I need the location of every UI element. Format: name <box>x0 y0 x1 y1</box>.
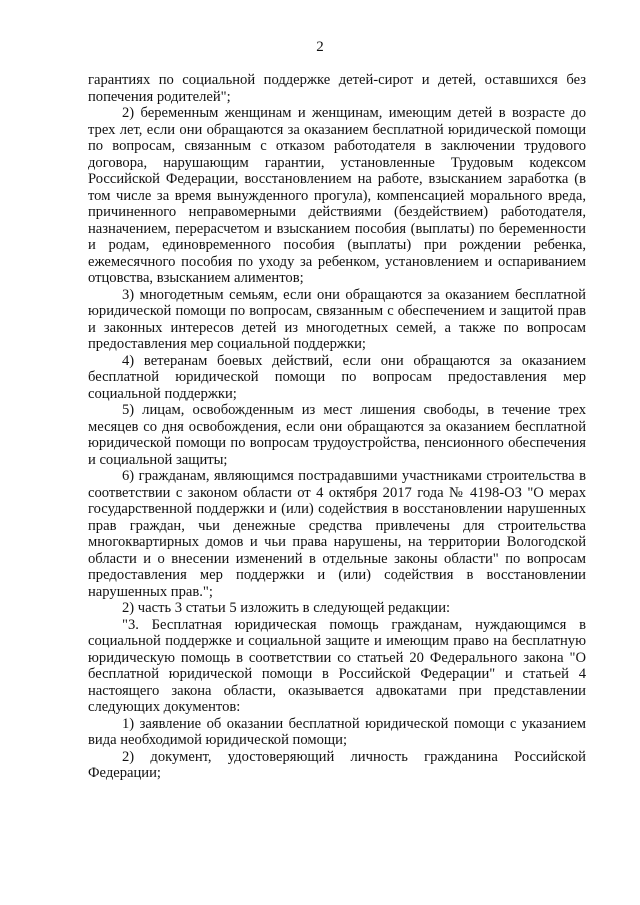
paragraph-amendment-article-5: 2) часть 3 статьи 5 изложить в следующей редакции: <box>122 600 451 616</box>
paragraph-item-6-construction-victims: 6) гражданам, являющимся пострадавшими участниками строительства в соответствии с законом области от 4 октября 2017 года № 4198-ОЗ "О мерах государственной поддержки и (или) содействия в восстановлении нарушенных прав граждан, чьи денежные средства привлечены для строительства многоквартирных домов и чьи права нарушены, на территории Вологодской области и о внесении изменений в отдельные законы области" по вопросам предоставления мер поддержки и (или) содействия в восстановлении нарушенных прав."; <box>88 468 586 600</box>
paragraph-part-3-text: "3. Бесплатная юридическая помощь гражданам, нуждающимся в социальной поддержке и социальной защите и имеющим право на бесплатную юридическую помощь в соответствии со статьей 20 Федерального закона "О бесплатной юридической помощи в Российской Федерации" и статьей 4 настоящего закона области, оказывается адвокатами при представлении следующих документов: <box>88 616 586 715</box>
paragraph-item-5-released-persons: 5) лицам, освобожденным из мест лишения свободы, в течение трех месяцев со дня освобождения, если они обращаются за оказанием бесплатной юридической помощи по вопросам трудоустройства, пенсионного обеспечения и социальной защиты; <box>88 402 586 468</box>
paragraph-document-2: 2) документ, удостоверяющий личность гражданина Российской Федерации; <box>88 748 586 781</box>
document-body <box>88 72 586 782</box>
paragraph-continuation: гарантиях по социальной поддержке детей-сирот и детей, оставшихся без попечения родителей"; <box>88 72 586 105</box>
paragraph-document-1: 1) заявление об оказании бесплатной юридической помощи с указанием вида необходимой юридической помощи; <box>88 715 586 748</box>
paragraph-item-3-large-families: 3) многодетным семьям, если они обращаются за оказанием бесплатной юридической помощи по вопросам, связанным с обеспечением и защитой прав и законных интересов детей из многодетных семей, а также по вопросам предоставления мер социальной поддержки; <box>88 286 586 352</box>
page-number: 2 <box>316 39 324 55</box>
paragraph-item-4-veterans: 4) ветеранам боевых действий, если они обращаются за оказанием бесплатной юридической помощи по вопросам предоставления мер социальной поддержки; <box>88 352 586 402</box>
paragraph-item-2-pregnant-women: 2) беременным женщинам и женщинам, имеющим детей в возрасте до трех лет, если они обращаются за оказанием бесплатной юридической помощи по вопросам, связанным с отказом работодателя в заключении трудового договора, нарушающим гарантии, установленные Трудовым кодексом Российской Федерации, восстановлением на работе, взысканием заработка (в том числе за время вынужденного прогула), компенсацией морального вреда, причиненного неправомерными действиями (бездействием) работодателя, назначением, перерасчетом и взысканием пособия (выплаты) по беременности и родам, единовременного пособия (выплаты) при рождении ребенка, ежемесячного пособия по уходу за ребенком, установлением и оспариванием отцовства, взысканием алиментов; <box>88 105 586 286</box>
